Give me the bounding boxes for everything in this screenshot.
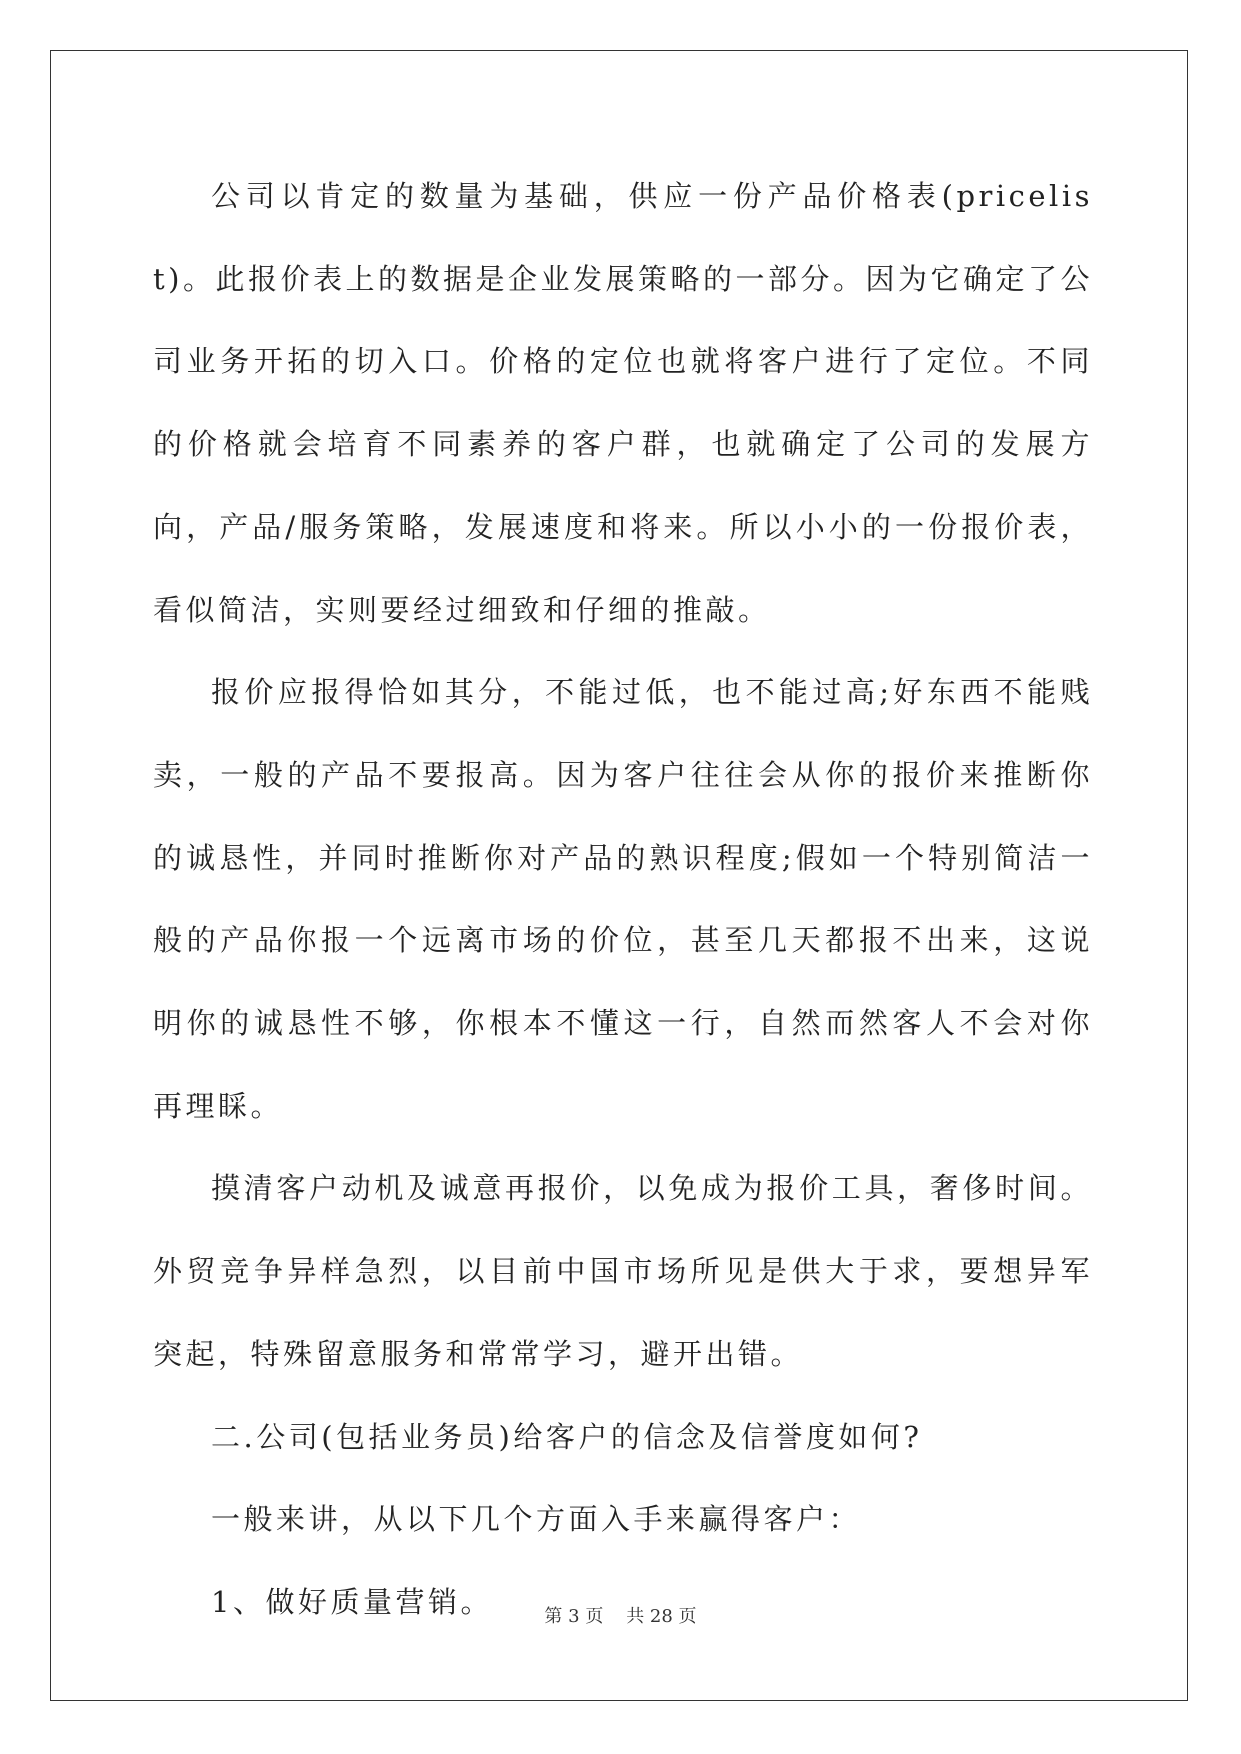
document-body: [153, 155, 1093, 1644]
paragraph-2: 报价应报得恰如其分，不能过低，也不能过高;好东西不能贱卖，一般的产品不要报高。因为客户往往会从你的报价来推断你的诚恳性，并同时推断你对产品的熟识程度;假如一个特别简洁一般的产品你报一个远离市场的价位，甚至几天都报不出来，这说明你的诚恳性不够，你根本不懂这一行，自然而然客人不会对你再理睬。: [153, 675, 1093, 1123]
paragraph-1: 公司以肯定的数量为基础，供应一份产品价格表(pricelist)。此报价表上的数据是企业发展策略的一部分。因为它确定了公司业务开拓的切入口。价格的定位也就将客户进行了定位。不同的价格就会培育不同素养的客户群，也就确定了公司的发展方向，产品/服务策略，发展速度和将来。所以小小的一份报价表，看似简洁，实则要经过细致和仔细的推敲。: [153, 179, 1093, 627]
page-footer: [0, 1602, 1241, 1628]
page-number: 第 3 页 共 28 页: [544, 1606, 697, 1627]
paragraph-3: 摸清客户动机及诚意再报价，以免成为报价工具，奢侈时间。外贸竞争异样急烈，以目前中国市场所见是供大于求，要想异军突起，特殊留意服务和常常学习，避开出错。: [153, 1171, 1093, 1371]
list-item-1: 1、做好质量营销。: [211, 1584, 493, 1619]
paragraph-5: 一般来讲，从以下几个方面入手来赢得客户：: [211, 1502, 862, 1537]
section-heading: 二.公司(包括业务员)给客户的信念及信誉度如何?: [211, 1419, 923, 1454]
